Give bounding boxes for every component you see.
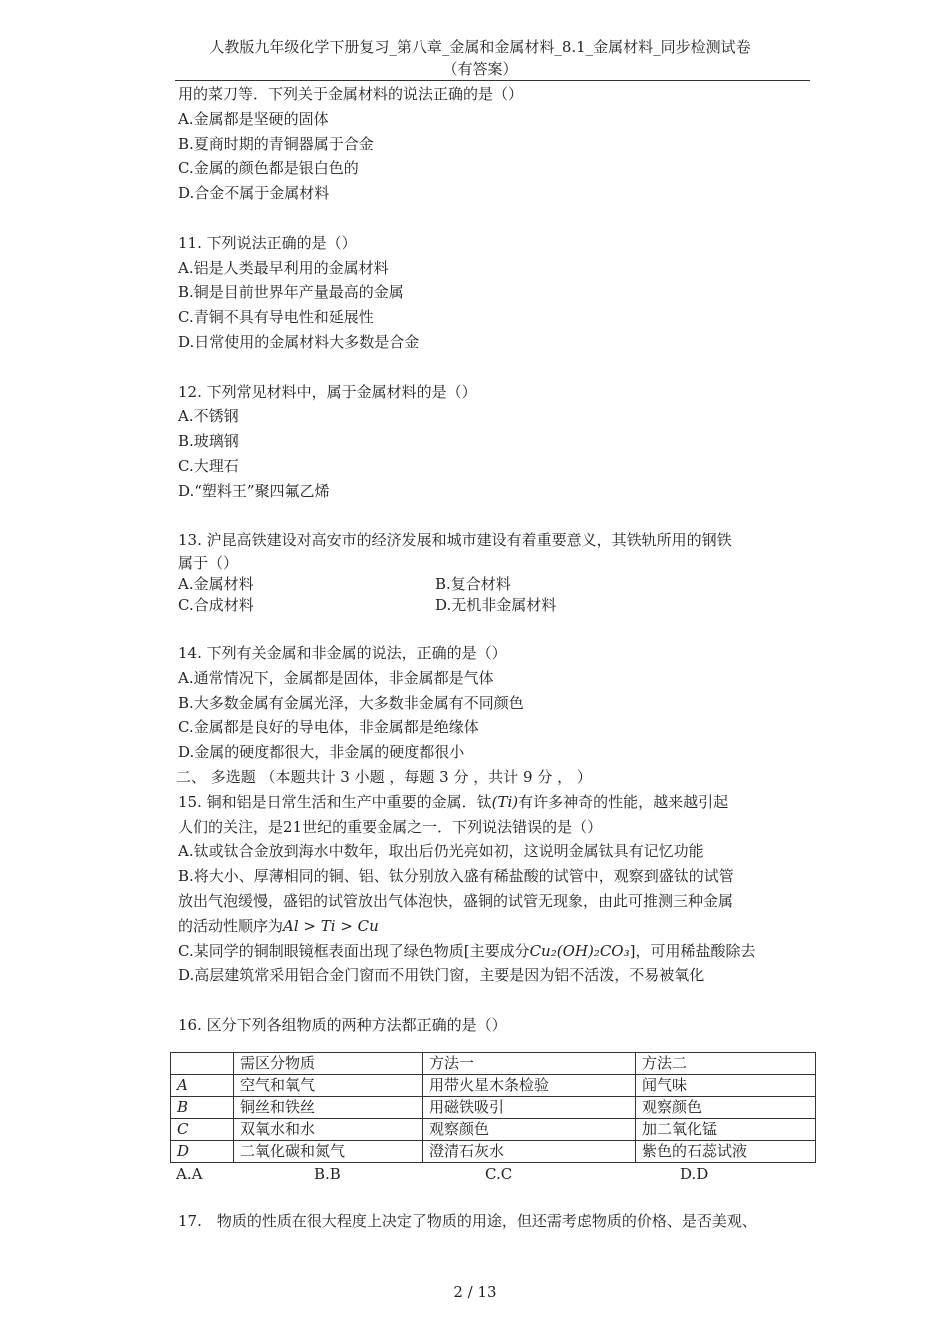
option-c: C.青铜不具有导电性和延展性 [178, 308, 374, 327]
question-stem: 16. 区分下列各组物质的两种方法都正确的是（） [178, 1015, 507, 1034]
option-c: C.金属都是良好的导电体，非金属都是绝缘体 [178, 718, 479, 737]
answer-options [176, 1163, 818, 1185]
question-stem: 12. 下列常见材料中，属于金属材料的是（） [178, 382, 477, 401]
option-c: C.C [485, 1164, 513, 1183]
table-cell: 紫色的石蕊试液 [636, 1140, 816, 1162]
option-b: B.夏商时期的青铜器属于合金 [178, 134, 374, 153]
option-a: A.通常情况下，金属都是固体，非金属都是气体 [178, 668, 494, 687]
activity-order-formula: Al > Ti > Cu [283, 916, 379, 935]
table-cell: 二氧化碳和氮气 [234, 1140, 423, 1162]
option-a: A.A [176, 1164, 203, 1183]
option-d: D.“塑料王”聚四氟乙烯 [178, 481, 330, 500]
question-stem-line2: 人们的关注，是21世纪的重要金属之一．下列说法错误的是（） [178, 817, 603, 836]
table-cell: A [171, 1074, 234, 1096]
option-b: B.大多数金属有金属光泽，大多数非金属有不同颜色 [178, 693, 524, 712]
table-cell [171, 1052, 234, 1074]
header-divider [175, 80, 810, 81]
titanium-symbol: (Ti) [491, 792, 519, 811]
option-d: D.合金不属于金属材料 [178, 184, 330, 203]
table-row [171, 1096, 816, 1118]
option-d: D.高层建筑常采用铝合金门窗而不用铁门窗，主要是因为铝不活泼，不易被氧化 [178, 966, 705, 985]
table-cell: 空气和氧气 [234, 1074, 423, 1096]
option-c: C.某同学的铜制眼镜框表面出现了绿色物质[主要成分Cu₂(OH)₂CO₃]，可用稀盐酸除去 [178, 941, 756, 960]
question-13 [178, 528, 818, 616]
question-17 [178, 1209, 818, 1234]
option-a: A.钛或钛合金放到海水中数年，取出后仍光亮如初，这说明金属钛具有记忆功能 [178, 842, 704, 861]
option-b: B.铜是目前世界年产量最高的金属 [178, 283, 404, 302]
table-row [171, 1074, 816, 1096]
header-title-line2: （有答案） [442, 60, 518, 78]
table-cell: B [171, 1096, 234, 1118]
question-stem: 17. 物质的性质在很大程度上决定了物质的用途，但还需考虑物质的价格、是否美观、 [178, 1212, 757, 1231]
question-stem: 14. 下列有关金属和非金属的说法，正确的是（） [178, 643, 507, 662]
option-b: B.玻璃钢 [178, 432, 239, 451]
option-d: D.无机非金属材料 [435, 596, 557, 615]
option-c: C.合成材料 [178, 596, 254, 615]
option-d: D.D [680, 1164, 709, 1183]
question-14 [178, 641, 818, 765]
option-a: A.铝是人类最早利用的金属材料 [178, 258, 389, 277]
table-cell: C [171, 1118, 234, 1140]
option-d: D.日常使用的金属材料大多数是合金 [178, 332, 420, 351]
option-b-line3: 的活动性顺序为Al > Ti > Cu [178, 916, 379, 935]
header-title-line1: 人教版九年级化学下册复习_第八章_金属和金属材料_8.1_金属材料_同步检测试卷 [209, 38, 751, 56]
page-number: 2 / 13 [453, 1283, 497, 1301]
table-cell: 用带火星木条检验 [423, 1074, 636, 1096]
option-a: A.不锈钢 [178, 407, 239, 426]
table-row [171, 1140, 816, 1162]
option-row-2 [178, 595, 818, 616]
option-b: B.复合材料 [435, 575, 511, 594]
table-cell: 观察颜色 [636, 1096, 816, 1118]
table-cell: 双氧水和水 [234, 1118, 423, 1140]
question-15 [178, 790, 818, 988]
option-b-line1: B.将大小、厚薄相同的铜、铝、钛分别放入盛有稀盐酸的试管中，观察到盛钛的试管 [178, 867, 734, 886]
table-cell: 观察颜色 [423, 1118, 636, 1140]
section-heading-multiple-choice: 二、 多选题 （本题共计 3 小题 ，每题 3 分 ，共计 9 分 ， ） [176, 767, 592, 786]
option-c: C.大理石 [178, 456, 239, 475]
table-cell: 加二氧化锰 [636, 1118, 816, 1140]
question-stem-line2: 属于（） [178, 554, 239, 573]
table-cell: 铜丝和铁丝 [234, 1096, 423, 1118]
table-header-row [171, 1052, 816, 1074]
option-row-1 [178, 574, 818, 595]
table-cell: 方法二 [636, 1052, 816, 1074]
table-cell: 用磁铁吸引 [423, 1096, 636, 1118]
page-content [178, 82, 818, 1234]
option-c: C.金属的颜色都是银白色的 [178, 159, 359, 178]
question-stem: 11. 下列说法正确的是（） [178, 233, 357, 252]
table-row [171, 1118, 816, 1140]
option-d: D.金属的硬度都很大，非金属的硬度都很小 [178, 743, 465, 762]
question-stem-line1: 13. 沪昆高铁建设对高安市的经济发展和城市建设有着重要意义，其铁轨所用的钢铁 [178, 531, 732, 550]
table-cell: 方法一 [423, 1052, 636, 1074]
table-cell: 需区分物质 [234, 1052, 423, 1074]
option-b: B.B [313, 1164, 341, 1183]
option-b-line2: 放出气泡缓慢，盛铝的试管放出气体泡快，盛铜的试管无现象，由此可推测三种金属 [178, 891, 734, 910]
options-table [170, 1052, 816, 1163]
table-cell: 澄清石灰水 [423, 1140, 636, 1162]
table-cell: 闻气味 [636, 1074, 816, 1096]
question-11 [178, 231, 818, 355]
copper-carbonate-formula: Cu₂(OH)₂CO₃ [529, 941, 630, 960]
option-a: A.金属都是坚硬的固体 [178, 109, 329, 128]
table-cell: D [171, 1140, 234, 1162]
question-16 [178, 1013, 818, 1185]
question-stem-line1: 15. 铜和铝是日常生活和生产中重要的金属．钛(Ti)有许多神奇的性能，越来越引起 [178, 792, 729, 811]
question-stem: 用的菜刀等．下列关于金属材料的说法正确的是（） [178, 85, 524, 103]
question-10-tail [178, 82, 818, 206]
page-header [150, 36, 810, 80]
option-a: A.金属材料 [178, 575, 254, 594]
question-12 [178, 380, 818, 504]
